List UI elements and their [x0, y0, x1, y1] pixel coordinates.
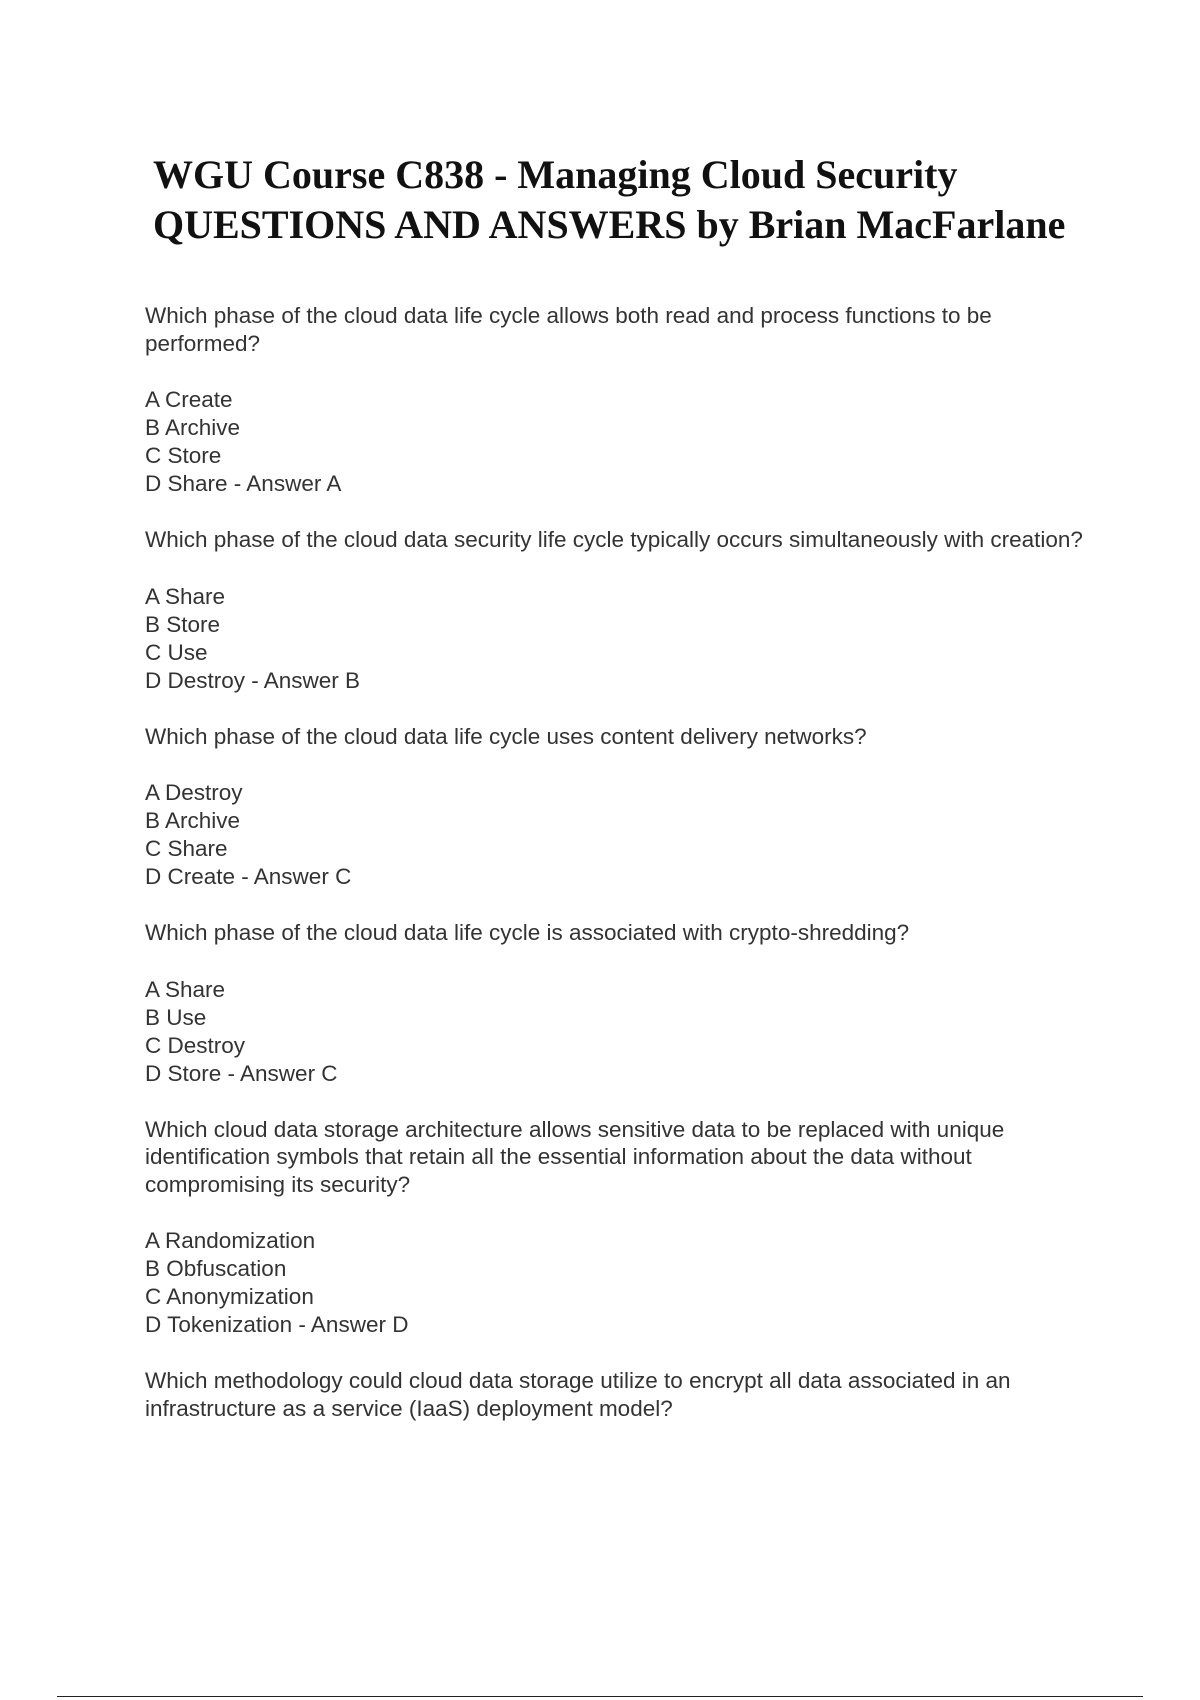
question-item-5 — [145, 1116, 1085, 1340]
question-item-6 — [145, 1367, 1085, 1422]
answer-option: C Destroy — [145, 1032, 246, 1058]
answer-option: A Share — [145, 976, 226, 1002]
answer-options — [145, 1227, 1085, 1339]
answer-option: B Archive — [145, 808, 241, 833]
answer-option: B Use — [145, 1004, 207, 1030]
title-line-2: QUESTIONS AND ANSWERS by Brian MacFarlane — [153, 202, 1066, 247]
answer-options — [145, 386, 1085, 498]
answer-option: C Share — [145, 836, 228, 861]
answer-option: C Store — [145, 443, 222, 468]
answer-option: D Share - Answer A — [145, 471, 342, 496]
question-text: Which phase of the cloud data life cycle allows both read and process functions to be performed? — [145, 303, 992, 356]
answer-option: B Archive — [145, 415, 241, 440]
answer-option: D Create - Answer C — [145, 864, 352, 889]
question-text: Which phase of the cloud data life cycle uses content delivery networks? — [145, 723, 867, 749]
answer-option: C Anonymization — [145, 1284, 314, 1309]
question-text: Which cloud data storage architecture allows sensitive data to be replaced with unique identification symbols that retain all the essential information about the data without compromising its security? — [145, 1116, 1005, 1197]
answer-option: A Share — [145, 583, 226, 609]
question-text: Which phase of the cloud data life cycle is associated with crypto-shredding? — [145, 920, 910, 945]
footer-divider — [57, 1696, 1143, 1697]
question-text: Which phase of the cloud data security life cycle typically occurs simultaneously with creation? — [145, 527, 1083, 552]
title-line-1: WGU Course C838 - Managing Cloud Security — [153, 152, 958, 197]
answer-options — [145, 583, 1085, 695]
question-item-2 — [145, 526, 1085, 695]
answer-option: D Store - Answer C — [145, 1060, 338, 1086]
question-item-3 — [145, 723, 1085, 892]
answer-options — [145, 976, 1085, 1088]
answer-option: A Randomization — [145, 1228, 316, 1253]
answer-option: C Use — [145, 639, 208, 665]
answer-option: B Obfuscation — [145, 1256, 287, 1281]
question-item-1 — [145, 302, 1085, 498]
answer-option: A Create — [145, 387, 233, 412]
answer-option: D Tokenization - Answer D — [145, 1312, 409, 1337]
page-title — [153, 150, 1065, 250]
question-item-4 — [145, 919, 1085, 1088]
answer-options — [145, 779, 1085, 891]
answer-option: D Destroy - Answer B — [145, 667, 361, 693]
question-text: Which methodology could cloud data storage utilize to encrypt all data associated in an infrastructure as a service (IaaS) deployment model? — [145, 1368, 1011, 1421]
answer-option: B Store — [145, 611, 221, 637]
question-list — [145, 302, 1085, 1451]
answer-option: A Destroy — [145, 780, 243, 805]
